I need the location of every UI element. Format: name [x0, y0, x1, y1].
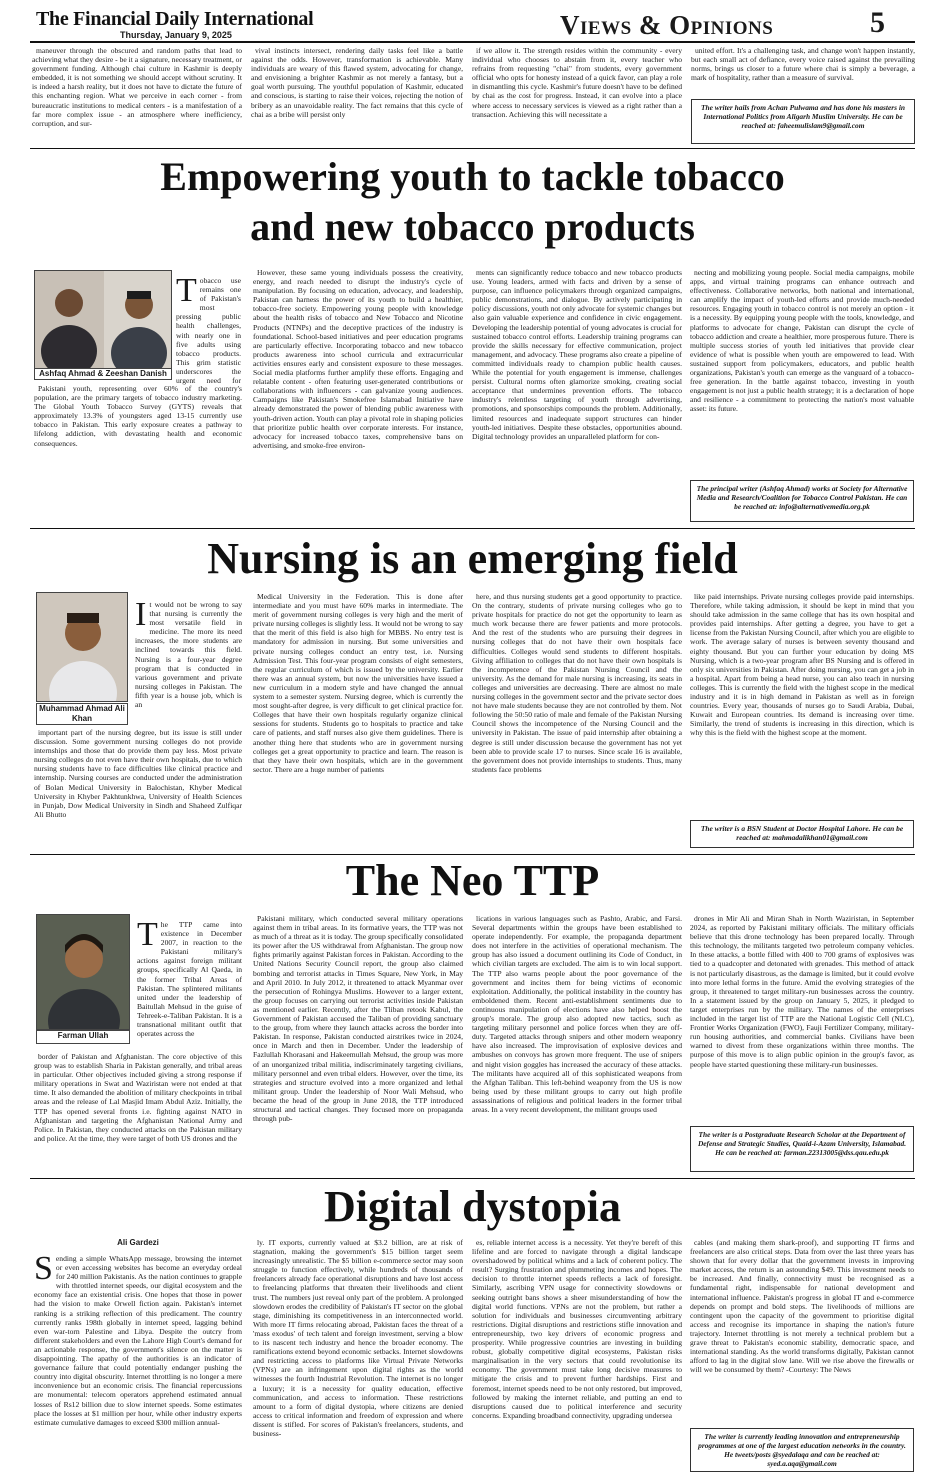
section-divider: [30, 1178, 915, 1179]
author-bio-box: The writer hails from Achan Pulwama and has done his masters in International Politics from Aligarh Muslim University. He can be reached at: faheemulislam9@gmail.com: [691, 99, 915, 144]
article2-col4: like paid internships. Private nursing colleges provide paid internships. Therefore, while taking admission, it should be kept in mind that you should take admission in the same college that has its own hospital and provides paid internships. After getting a degree, you have to get a license from the Pakistan Nursing Council, after which you are eligible to work. The average salary of nurses is between seventy thousand and eighty thousand. But you can further your education by doing MS Nursing, which is a two-year program after BS Nursing and is offered in only six universities in Pakistan. After doing nursing, you can get a job in a hospital. Apart from being a head nurse, you can also teach in nursing colleges. This is currently the field with the highest scope in the medical industry and it is in high demand in Pakistan as well as in foreign countries. Every year, thousands of nurses go to Saudi Arabia, Dubai, Kuwait and European countries. Its demand is increasing over time. Similarly, the trend of students is increasing in this direction, which is why this is the field with the highest scope at the moment.: [690, 592, 914, 738]
article2-col1-top: It would not be wrong to say that nursing is currently the most versatile field in medicine. The more its need increases, the more students are inclined towards this field. Nursing is a four-year degree program that is conducted in various government and private nursing colleges in Pakistan. The fifth year is a house job, which is an: [135, 600, 242, 710]
page-number: 5: [870, 6, 885, 39]
author-photo: [36, 914, 130, 1030]
top-article-col4: united effort. It's a challenging task, and change won't happen instantly, but each small act of defiance, every voice raised against the prevailing norms, brings us closer to a future where chai is simply a beverage, a mark of hospitality, rather than a measure of survival.: [691, 46, 915, 83]
top-article-col1: maneuver through the obscured and random paths that lead to achieving what they desire - be it a signature, necessary treatment, or government funding. Although chai culture in Kashmir is deeply embedded, it is not something we should accept without scrutiny. It is indeed a harsh reality, but it does not have to dictate the future of this enchanting region. What we perceive in each corner - from bureaucratic institutions to medical centers - is a manifestation of a far more complex issue - an atmosphere where inefficiency, corruption, and sur-: [32, 46, 242, 128]
photo-caption: Farman Ullah: [36, 1030, 130, 1044]
drop-cap: I: [135, 600, 147, 633]
article3-col4: drones in Mir Ali and Miran Shah in North Waziristan, in September 2024, as reported by Pakistani military officials. The military officials believe that this drone technology has been prepared locally. Through this technology, the militants targeted two petroleum company vehicles. In these attacks, a bottle filled with 400 to 700 grams of explosives was tied to a quadcopter and detonated with grenades. This method of attack is not particularly disastrous, as the damage is limited, but it could evolve into more lethal forms in the future. Amid the evolving strategies of the group, it threatened to target military-run businesses across the country. In a statement issued by the group on January 5, 2025, it pledged to target enterprises run by the military. The names of the enterprises included in the target list of TTP are the National Logistic Cell (NLC), Frontier Works Organization (FWO), Fauji Fertilizer Company, military-run housing authorities, and commercial banks. Civilians have been warned to divest from these organizations within three months. The purpose of this move is to align public opinion in the group's favor, as people have started questioning these military-run businesses.: [690, 914, 914, 1069]
drop-cap: T: [176, 276, 197, 309]
photo-caption: Ashfaq Ahmad & Zeeshan Danish: [34, 368, 172, 380]
article1-col1-bottom: Pakistani youth, representing over 60% of the country's population, are the primary targets of tobacco industry marketing. The Global Youth Tobacco Survey (GYTS) reveals that approximately 13.3% of youngsters aged 13-15 currently use tobacco in Pakistan. This early exposure creates a pathway to lifelong addiction, with devastating health and economic consequences.: [34, 384, 242, 448]
author-photo: [34, 270, 172, 370]
section-title: Views & Opinions: [560, 10, 774, 40]
paper-name: The Financial Daily International: [36, 8, 314, 30]
article2-col2: Medical University in the Federation. This is done after intermediate and you must have 60% marks in intermediate. The merit of government nursing colleges is very high and the merit of private nursing colleges is slightly less. It would not be wrong to say that the merit of this field is also high for MBBS. No entry test is mandatory for admission in nursing. But some universities and private nursing colleges conduct an entry test, i.e. Nursing Admission Test. This four-year program consists of eight semesters, the regular curriculum of which is issued by the university. Earlier there was an annual system, but now the universities have issued a new curriculum in a modern style and have changed the annual system to a semester system. Nursing degree, which is currently the most sought-after degree, is very difficult to get clinical practice for. Colleges that have their own hospitals regularly organize clinical sessions for students. Students go to hospitals to practice and take care of patients, and staff nurses also give them guidelines. There is another thing here that students who are in government nursing colleges get a great opportunity to practice and learn. The reason is that they have their own hospitals, which are in the government sector. There are a huge number of patients: [253, 592, 463, 774]
article3-col1-bottom: border of Pakistan and Afghanistan. The core objective of this group was to establish Sharia in Pakistan generally, and tribal areas in particular. Other objectives included giving a strong response if military operations in Swat and Waziristan were not ended at that time. It also demanded the abolition of military checkpoints in tribal areas and the release of Lal Masjid Imam Abdul Aziz. Initially, the TTP has opened several fronts i.e. fighting against NATO in Afghanistan and targeting the Afghanistan National Army and Police. In Pakistan, they conducted attacks on the Pakistan military and police. At the time, they were target of both US drones and the: [34, 1052, 242, 1143]
article1-col3: ments can significantly reduce tobacco and new tobacco products use. Young leaders, armed with facts and driven by a sense of purpose, can influence policymakers through organized campaigns, public demonstrations, and dialogue. By actively participating in policy discussions, youth not only advocate for systemic changes but also gain valuable experience and confidence in civic engagement. Developing the leadership potential of young advocates is crucial for sustained tobacco control efforts. Leadership training programs can provide the skills necessary for effective communication, project management, and advocacy. These programs also create a pipeline of committed individuals ready to champion public health causes. While the potential for youth engagement is immense, challenges persist. Cultural norms often glamorize smoking, creating social acceptance that undermines prevention efforts. The tobacco industry's relentless targeting of youth through advertising, promotions, and sponsorships compounds the problem. Additionally, limited resources and inadequate support structures can hinder youth-led initiatives. Despite these obstacles, opportunities abound. Digital technology provides an unparalleled platform for con-: [472, 268, 682, 441]
article1-col4: necting and mobilizing young people. Social media campaigns, mobile apps, and virtual training programs can enhance outreach and effectiveness. Collaborative networks, both national and international, can amplify the impact of youth-led efforts and provide much-needed resources. Engaging youth in tobacco control is not merely an option - it is a necessity. By equipping young people with the tools, knowledge, and platforms to advocate for change, Pakistan can disrupt the cycle of tobacco addiction and create a healthier, more prosperous future. There is multiple success stories of youth led initiatives that provide clear evidence of what is possible when youth are empowered to lead. With sustained support from policymakers, educators, and public health organizations, Pakistan's youth can emerge as the vanguard of a tobacco-free generation. In the battle against tobacco, investing in youth engagement is not just a public health strategy; it is a declaration of hope and resilience - a commitment to protecting the nation's most valuable asset: its future.: [690, 268, 914, 414]
article1-col1-top: Tobacco use remains one of Pakistan's most pressing public health challenges, with nearly one in five adults using tobacco products. This grim statistic underscores the urgent need for: [176, 276, 241, 386]
article3-col1-top: The TTP came into existence in December 2007, in reaction to the Pakistani military's actions against foreign militant groups, specifically Al Qaeda, in the former Tribal Areas of Pakistan. The splintered militants united under the leadership of Baitullah Mehsud in the guise of Tehreek-e-Taliban Pakistan. It is a transnational militant outfit that operates across the: [137, 920, 242, 1039]
section-divider: [30, 528, 915, 529]
headline-digital-dystopia: Digital dystopia: [323, 1182, 622, 1231]
author-bio-box: The writer is currently leading innovation and entrepreneurship programmes at one of the largest education networks in the country. He tweets/posts @syedalaqa and can be reached at: syed.a.aqa@gmail.com: [690, 1428, 914, 1472]
article2-col1-bottom: important part of the nursing degree, but its issue is still under discussion. Some government nursing colleges do not provide internships and those that do provide them pay less. Most private nursing colleges do not even have their own hospitals, due to which nursing students have to face difficulties like clinical practice and internship. Nursing courses are conducted under the administration of Bolan Medical University in Balochistan, Khyber Medical University in Khyber Pakhtunkhwa, University of Health Sciences in Punjab, Dow Medical University in Sindh and Shaheed Zulfiqar Ali Bhutto: [34, 728, 242, 819]
author-bio-box: The principal writer (Ashfaq Ahmad) works at Society for Alternative Media and Research/Coalition for Tobacco Control Pakistan. He can be reached at: info@alternativemedia.org.pk: [690, 480, 914, 522]
article2-col3: here, and thus nursing students get a good opportunity to practice. On the contrary, students of private nursing colleges who go to private hospitals for practice do not get the opportunity to learn as much work because there are fewer patients and more protocols. And the rest of the students who are pursuing their degrees in nursing colleges that do not have their own hospitals face difficulties. Colleges would send students to different hospitals. Giving affiliation to colleges that do not have their own hospitals is the incompetence of the Pakistan Nursing Council and the university. As the demand for male nursing is increasing, its seats in colleges and universities are decreasing. There are almost no male nursing colleges in the government sector and the private sector does not have male students because they are not controlled by them. Not following the 50:50 ratio of male and female of the Pakistan Nursing Council shows the incompetence of the Nursing Council and the university in Pakistan. The issue of paid internship after obtaining a degree is still under discussion because the government has not yet been able to provide scale 17 to nurses. Since scale 16 is available, the government does not provide internships to students. Thus, many students face problems: [472, 592, 682, 774]
headline-tobacco: Empowering youth to tackle tobacco and new tobacco products: [160, 154, 785, 249]
article3-col3: lications in various languages such as Pashto, Arabic, and Farsi. Several departments within the groups have been established to operate independently. For example, the propaganda department does not interfere in the activities of operational mechanism. The group has also issued a document outlining its Code of Conduct, in which civilian targets are excluded. The aim is to win local support. The TTP also warns people about the poor governance of the government and incites them for being victims of economic exploitation. Additionally, the political instability in the country has emboldened them. Recent anti-establishment sentiments due to continuous manipulation of elections have also helped boost the group's morale. The group also adopted new tactics, such as targeting military personnel and police forces when they are off-duty. Targeted attacks through snipers and other modern weaponry have also increased. The improvisation of explosive devices and ambushes on convoys has grown more frequent. The use of snipers and night vision goggles has increased the accuracy of these attacks. The militants have acquired all of this sophisticated weapons from the Afghan Taliban. This left-behind weaponry from the US is now being used by these militant groups to carry out high profile assassinations of religious and political leaders in the former tribal areas. In a very recent development, the militant groups used: [472, 914, 682, 1114]
drop-cap: T: [137, 920, 158, 953]
article4-col1: Sending a simple WhatsApp message, browsing the internet or even accessing websites has become an everyday ordeal for 240 million Pakistanis. As the nation continues to grapple with throttled internet speeds, our digital ecosystem and the economy face an existential crisis. One hopes that those in power had the vision to make Orwell fiction again. Pakistan's internet ranking is a striking reflection of this predicament. The country currently ranks 198th globally in internet speed, lagging behind even war-torn Palestine and Libya. Despite the outcry from different stakeholders and even the Lahore High Court's demand for an actionable response, the government's silence on the matter is disappointing. The apathy of the authorities is an indicator of governance failure that could potentially endanger pushing the country into digital obscurity. Internet throttling is no longer a mere inconvenience but an economic crisis. The financial repercussions are monumental: telecom operators apprehend estimated annual losses of Rs12 billion due to slow internet speeds. Some estimates place the losses at $1 million per hour, while other industry experts estimate cumulative damages to exceed $300 million annual-: [34, 1254, 242, 1427]
section-divider: [30, 148, 915, 149]
author-bio-box: The writer is a Postgraduate Research Scholar at the Department of Defense and Strategic Studies, Quaid-i-Azam University, Islamabad. He can be reached at: farman.22313005@dss.qau.edu.pk: [690, 1126, 914, 1172]
top-article-col2: vival instincts intersect, rendering daily tasks feel like a battle against the odds. However, transformation is achievable. Many individuals are weary of this flawed system, advocating for change, and envisioning a brighter Kashmir as not merely a fantasy, but a goal worth pursuing. The youthful population of Kashmir, educated and conscious, is starting to raise their voices, rejecting the notion of bribery as an unavoidable reality. The fact remains that this cycle of chai as a bribe will persist only: [251, 46, 463, 119]
photo-caption: Muhammad Ahmad Ali Khan: [36, 703, 128, 725]
headline-nursing: Nursing is an emerging field: [207, 534, 738, 583]
article4-col2: ly. IT exports, currently valued at $3.2 billion, are at risk of stagnation, making the government's $15 billion target seem increasingly unrealistic. The $5 billion e-commerce sector may soon struggle to function effectively, while hundreds of thousands of freelancers already face operational disruptions and have lost access to freelancing platforms that threaten their livelihoods and client trust. The numbers just reveal only part of the problem. A prolonged slowdown erodes the credibility of Pakistan's IT sector on the global stage, diminishing its competitiveness in an interconnected world. With more IT firms relocating abroad, Pakistan faces the threat of a 'mass exodus' of tech talent and foreign investment, serving a blow to its nascent tech industry and hence the broader economy. The ramifications extend beyond economic setbacks. Internet slowdowns and restricting access to platforms like Virtual Private Networks (VPNs) are an infringement upon digital rights as the world witnesses the fourth Industrial Revolution. The internet is no longer a luxury; it is a necessity for quality education, effective communication, and access to information. These restrictions amount to a form of digital dystopia, where citizens are denied access to critical information and freedom of expression and where dissent is stifled. For scores of Pakistan's freelancers, students, and business-: [253, 1238, 463, 1438]
headline-neo-ttp: The Neo TTP: [345, 856, 600, 905]
byline: Ali Gardezi: [117, 1238, 159, 1247]
author-bio-box: The writer is a BSN Student at Doctor Hospital Lahore. He can be reached at: mahmadalikhan01@gmail.com: [690, 820, 914, 848]
article3-col2: Pakistani military, which conducted several military operations against them in tribal areas. In its formative years, the TTP was not as much of a threat as it is today. The group specifically consolidated its power after the US withdrawal from Afghanistan. The group now fights primarily against Pakistan forces in Pakistan. According to the United Nations Security Council report, the group also claimed bombing and terrorist attacks in Times Square, New York, in May and April 2010. In July 2012, it threatened to attack Myanmar over the persecution of Rohingya Muslims. However to a larger extent, the group focuses on carrying out terrorist activities inside Pakistan as mentioned earlier. Recently, after the Tliban retook Kabul, the Government of Pakistan accused the Taliban of providing sanctuary to the group, from where they launch attacks across the border into Pakistan. In response, Pakistan conducted airstrikes twice in 2024, once in March and then in December. Under the leadership of Fazlullah Khorasani and Hakeemullah Mehsud, the group was more of an unorganized tribal militia, indiscriminately targeting civilians, military personnel and even tribal elders. However, over the time, its strategies and structure evolved into a more organized and lethal militant group. Under the leadership of Noor Wali Mehsud, who became the head of the group in June 2018, the TTP introduced structural and tactical changes. They focused more on propaganda through pub-: [253, 914, 463, 1124]
author-photo: [36, 592, 128, 702]
article1-col2: However, these same young individuals possess the creativity, energy, and reach needed to disrupt the industry's cycle of manipulation. By focusing on education, advocacy, and leadership, Pakistan can harness the power of its youth to build a healthier, tobacco-free society. Empowering young people with knowledge about the health risks of tobacco and New Tobacco and Nicotine Products (NTNPs) and the deceptive practices of the industry is foundational. School-based initiatives and peer education programs are particularly effective. Incorporating tobacco and new tobacco products awareness into school curricula and extracurricular activities ensures early and consistent exposure to these messages. Social media platforms further amplify these efforts. Engaging and relatable content - often featuring user-generated contributions or collaborations with influencers - can galvanize young audiences. Campaigns like Pakistan's Smokefree Islamabad Initiative have already demonstrated the power of blending public awareness with youth-driven action. Youth can play a pivotal role in shaping policies that prioritize public health over corporate interests. For instance, advocacy for increased tobacco taxes, comprehensive bans on advertising, and smoke-free environ-: [253, 268, 463, 450]
drop-cap: S: [34, 1254, 53, 1287]
masthead: [30, 6, 915, 40]
masthead-rule: [30, 41, 915, 43]
article4-col3: es, reliable internet access is a necessity. Yet they're bereft of this lifeline and are forced to navigate through a digital landscape overshadowed by political whims and a lack of coherent policy. The result? Surging frustration and plummeting incomes and hopes. The decision to throttle internet speeds reflects a lack of foresight. Similarly, ascribing VPN usage for connectivity slowdowns or seeking outright bans shows a sheer misunderstanding of how the digital world functions. VPNs are not the problem, but rather a solution for individuals and businesses circumventing arbitrary restrictions. Digital disruptions and restrictions stifle innovation and entrepreneurship, two key drivers of economic progress and prosperity. While progressive countries are investing in building robust, globally competitive digital ecosystems, Pakistan risks marginalisation in the very sectors that could revolutionise its economy. The government must take long decisive measures to mitigate the crisis and to prevent further hardships. First and foremost, internet speeds need to be not only restored, but improved, followed by making the internet reliable, and putting an end to disruptions caused due to political interference and security concerns. Expanding broadband connectivity, upgrading undersea: [472, 1238, 682, 1420]
article4-col4: cables (and making them shark-proof), and supporting IT firms and freelancers are also critical steps. Data from over the last three years has shown that for every dollar that the government invests in improving market access, the return is an astounding $49. This investment needs to be increased. And finally, connectivity must be recognised as a fundamental right, indispensable for national development and international influence. Pakistan's progress in global IT and e-commerce depends on prompt and bold steps. The livelihoods of millions are contingent upon the capacity of the government to prioritise digital access and recognise its importance in shaping the nation's future trajectory. Internet throttling is not merely a technical problem but a grave threat to Pakistan's economic stability, democratic space, and international standing. As the world transforms digitally, Pakistan cannot afford to lag in the digital slow lane. Will we rise above the firewalls or will we be consumed by them? -Courtesy: The News: [690, 1238, 914, 1375]
top-article-col3: if we allow it. The strength resides within the community - every individual who chooses to abstain from it, every teacher who refrains from requesting "chai" from students, every government official who opts for honesty instead of a quick favor, can play a role in dismantling this cycle. Kashmir's future doesn't have to be defined by chai as the cost for progress. Instead, it can evolve into a place where access to necessary services is viewed as a right rather than a transaction. Achieving this will necessitate a: [472, 46, 682, 119]
issue-date: Thursday, January 9, 2025: [120, 30, 232, 40]
